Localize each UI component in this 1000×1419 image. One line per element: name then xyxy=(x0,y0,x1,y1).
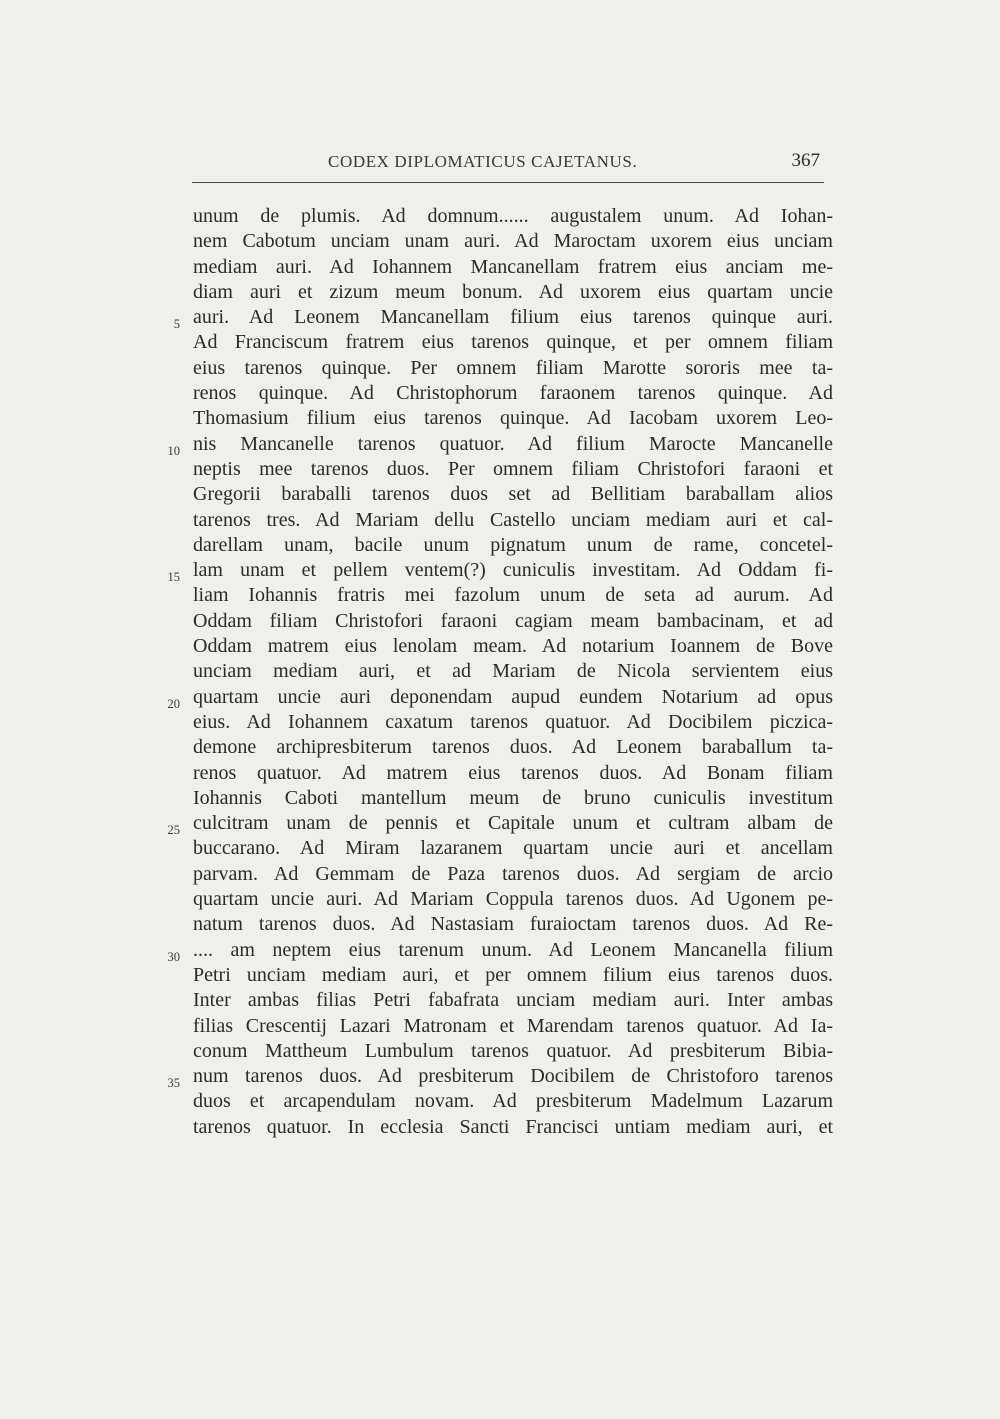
text-line: renos quinque. Ad Christophorum faraonem tarenos quinque. Ad xyxy=(193,382,833,405)
text-line: tarenos quatuor. In ecclesia Sancti Francisci untiam mediam auri, et xyxy=(193,1115,833,1138)
running-title: CODEX DIPLOMATICUS CAJETANUS. xyxy=(328,152,638,171)
text-line: buccarano. Ad Miram lazaranem quartam uncie auri et ancellam xyxy=(193,837,833,860)
text-line: natum tarenos duos. Ad Nastasiam furaioctam tarenos duos. Ad Re- xyxy=(193,913,833,936)
text-line: eius. Ad Iohannem caxatum tarenos quatuor. Ad Docibilem piczica- xyxy=(193,710,833,733)
text-line: lam unam et pellem ventem(?) cuniculis investitam. Ad Oddam fi- xyxy=(193,559,833,582)
text-line: filias Crescentij Lazari Matronam et Marendam tarenos quatuor. Ad Ia- xyxy=(193,1014,833,1037)
text-line: mediam auri. Ad Iohannem Mancanellam fratrem eius anciam me- xyxy=(193,255,833,278)
line-number: 20 xyxy=(167,697,180,711)
text-line: Petri unciam mediam auri, et per omnem filium eius tarenos duos. xyxy=(193,963,833,986)
page-number: 367 xyxy=(791,150,820,171)
text-line: duos et arcapendulam novam. Ad presbiterum Madelmum Lazarum xyxy=(193,1090,833,1113)
text-line: nis Mancanelle tarenos quatuor. Ad filium Maroctе Mancanelle xyxy=(193,432,833,455)
text-line: Inter ambas filias Petri fabafrata unciam mediam auri. Inter ambas xyxy=(193,989,833,1012)
text-line: Gregorii baraballi tarenos duos set ad Bellitiam baraballam alios xyxy=(193,483,833,506)
header-rule xyxy=(192,182,824,183)
text-line: eius tarenos quinque. Per omnem filiam Marotte sororis mee ta- xyxy=(193,356,833,379)
body-text xyxy=(193,204,833,1140)
text-line: Thomasium filium eius tarenos quinque. Ad Iacobam uxorem Leo- xyxy=(193,407,833,430)
text-line: diam auri et zizum meum bonum. Ad uxorem eius quartam uncie xyxy=(193,280,833,303)
text-line: tarenos tres. Ad Mariam dellu Castello unciam mediam auri et cal- xyxy=(193,508,833,531)
text-line: unciam mediam auri, et ad Mariam de Nicola servientem eius xyxy=(193,660,833,683)
text-line: Oddam filiam Christofori faraoni cagiam meam bambacinam, et ad xyxy=(193,609,833,632)
text-line: nem Cabotum unciam unam auri. Ad Maroctam uxorem eius unciam xyxy=(193,230,833,253)
line-number: 30 xyxy=(167,950,180,964)
text-line: Oddam matrem eius lenolam meam. Ad notarium Ioannem de Bove xyxy=(193,635,833,658)
text-line: renos quatuor. Ad matrem eius tarenos duos. Ad Bonam filiam xyxy=(193,761,833,784)
line-number: 35 xyxy=(167,1076,180,1090)
text-line: unum de plumis. Ad domnum...... augustalem unum. Ad Iohan- xyxy=(193,205,833,227)
text-line: .... am neptem eius tarenum unum. Ad Leonem Mancanella filium xyxy=(193,938,833,961)
text-line: Ad Franciscum fratrem eius tarenos quinque, et per omnem filiam xyxy=(193,331,833,354)
text-line: auri. Ad Leonem Mancanellam filium eius tarenos quinque auri. xyxy=(193,306,833,329)
text-line: quartam uncie auri. Ad Mariam Coppula tarenos duos. Ad Ugonem pe- xyxy=(193,888,833,911)
line-number: 15 xyxy=(167,570,180,584)
text-line: demone archipresbiterum tarenos duos. Ad Leonem baraballum ta- xyxy=(193,736,833,759)
text-line: liam Iohannis fratris mei fazolum unum de seta ad aurum. Ad xyxy=(193,584,833,607)
text-line: conum Mattheum Lumbulum tarenos quatuor. Ad presbiterum Bibia- xyxy=(193,1039,833,1062)
text-line: neptis mee tarenos duos. Per omnem filiam Christofori faraoni et xyxy=(193,457,833,480)
page-header xyxy=(192,146,820,176)
text-line: Iohannis Caboti mantellum meum de bruno cuniculis investitum xyxy=(193,786,833,809)
line-number: 25 xyxy=(167,823,180,837)
text-line: culcitram unam de pennis et Capitale unum et cultram albam de xyxy=(193,812,833,835)
line-number: 10 xyxy=(167,444,180,458)
text-line: darellam unam, bacile unum pignatum unum de rame, concetel- xyxy=(193,533,833,556)
text-line: num tarenos duos. Ad presbiterum Docibilem de Christoforo tarenos xyxy=(193,1065,833,1088)
line-number: 5 xyxy=(173,317,180,331)
text-line: quartam uncie auri deponendam aupud eundem Notarium ad opus xyxy=(193,685,833,708)
text-line: parvam. Ad Gemmam de Paza tarenos duos. Ad sergiam de arcio xyxy=(193,862,833,885)
